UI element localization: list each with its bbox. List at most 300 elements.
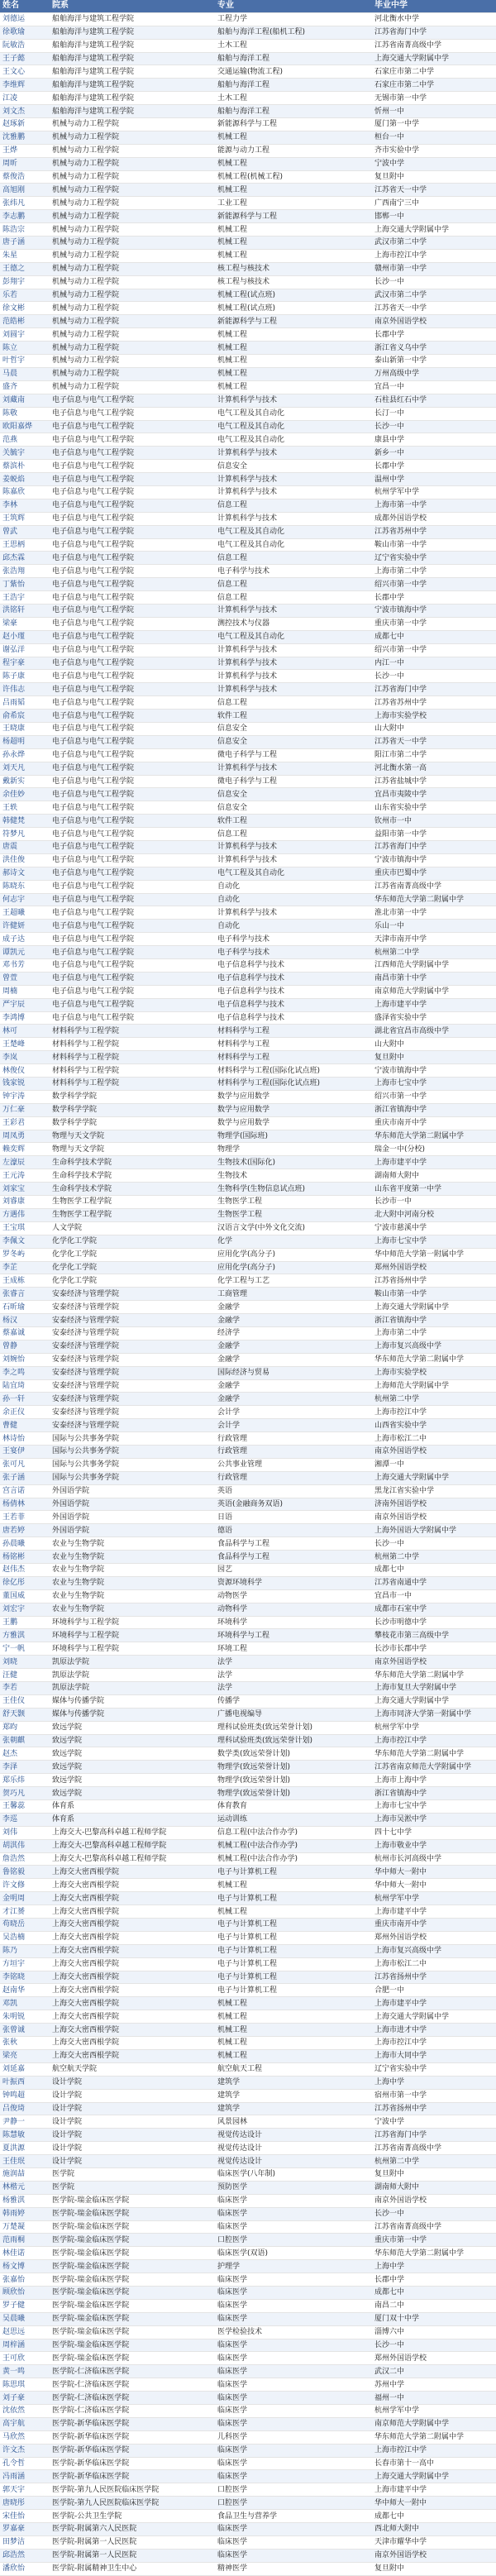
cell-major: 信息工程 xyxy=(215,552,372,565)
cell-name: 王楚峰 xyxy=(0,1038,50,1051)
cell-major: 电子与计算机工程 xyxy=(215,1971,372,1984)
cell-major: 计算机科学与技术 xyxy=(215,906,372,920)
cell-major: 材料科学与工程 xyxy=(215,1025,372,1038)
cell-major: 生物医学工程 xyxy=(215,1196,372,1209)
cell-name: 潘欣怡 xyxy=(0,2562,50,2575)
cell-school: 黑龙江省实验中学 xyxy=(372,1484,496,1498)
table-row xyxy=(0,2155,496,2168)
cell-dept: 医学院-瑞金临床医学院 xyxy=(50,2286,215,2299)
cell-school: 浙江省镇海中学 xyxy=(372,1103,496,1116)
cell-school: 江苏省天一中学 xyxy=(372,302,496,315)
table-row xyxy=(0,2312,496,2325)
cell-school: 江苏省天一中学 xyxy=(372,184,496,197)
cell-dept: 电子信息与电气工程学院 xyxy=(50,683,215,696)
cell-major: 电气工程及其自动化 xyxy=(215,420,372,433)
cell-name: 王文心 xyxy=(0,65,50,79)
cell-name: 孙晨曦 xyxy=(0,1537,50,1551)
cell-school: 上海市七宝中学 xyxy=(372,1800,496,1814)
cell-dept: 凯原法学院 xyxy=(50,1669,215,1682)
table-row xyxy=(0,853,496,867)
cell-school: 长郡中学 xyxy=(372,591,496,605)
cell-name: 贺巧凡 xyxy=(0,1787,50,1800)
table-row xyxy=(0,1734,496,1747)
cell-major: 电子与计算机工程 xyxy=(215,1944,372,1957)
cell-major: 计算机科学与技术 xyxy=(215,447,372,460)
cell-major: 建筑学 xyxy=(215,2102,372,2115)
table-row xyxy=(0,1642,496,1656)
table-row xyxy=(0,683,496,696)
cell-major: 信息工程 xyxy=(215,578,372,591)
cell-dept: 生物医学工程学院 xyxy=(50,1196,215,1209)
table-row xyxy=(0,1025,496,1038)
cell-school: 苏州中学 xyxy=(372,2378,496,2392)
cell-major: 计算机科学与技术 xyxy=(215,841,372,854)
cell-name: 杨铭彬 xyxy=(0,1551,50,1564)
cell-major: 机械工程(试点班) xyxy=(215,302,372,315)
cell-school: 湖南师大附中 xyxy=(372,2181,496,2194)
table-row xyxy=(0,2457,496,2470)
cell-dept: 农业与生物学院 xyxy=(50,1603,215,1616)
cell-name: 李维辉 xyxy=(0,79,50,92)
table-row xyxy=(0,512,496,525)
cell-major: 环境科学 xyxy=(215,1616,372,1629)
cell-major: 临床医学 xyxy=(215,2549,372,2562)
cell-school: 华东师范大学第二附属中学 xyxy=(372,1130,496,1143)
table-row xyxy=(0,1682,496,1695)
cell-name: 吴晨曦 xyxy=(0,2312,50,2325)
cell-major: 计算机科学与技术 xyxy=(215,473,372,486)
cell-dept: 电子信息与电气工程学院 xyxy=(50,906,215,920)
cell-name: 陈思琪 xyxy=(0,2378,50,2392)
cell-dept: 医学院-新华临床医学院 xyxy=(50,2457,215,2470)
cell-school: 华东师范大学第二附属中学 xyxy=(372,1747,496,1761)
table-row xyxy=(0,2404,496,2417)
cell-dept: 电子信息与电气工程学院 xyxy=(50,762,215,775)
cell-dept: 电子信息与电气工程学院 xyxy=(50,433,215,447)
cell-major: 计算机科学与技术 xyxy=(215,657,372,670)
table-row xyxy=(0,1879,496,1892)
cell-school: 泰山新第一中学 xyxy=(372,355,496,368)
table-row xyxy=(0,407,496,420)
cell-name: 王子懿 xyxy=(0,52,50,65)
cell-major: 电子信息科学与技术 xyxy=(215,972,372,985)
cell-major: 机械工程(机械工程) xyxy=(215,170,372,184)
cell-name: 高宇航 xyxy=(0,2417,50,2430)
cell-name: 刘子豪 xyxy=(0,2392,50,2405)
cell-dept: 化学化工学院 xyxy=(50,1248,215,1261)
cell-major: 建筑学 xyxy=(215,2089,372,2102)
table-row xyxy=(0,1551,496,1564)
cell-major: 化学工程与工艺 xyxy=(215,1274,372,1288)
cell-major: 信息工程 xyxy=(215,696,372,710)
cell-name: 杨汉 xyxy=(0,1314,50,1327)
cell-major: 口腔医学 xyxy=(215,2483,372,2497)
cell-major: 机械工程 xyxy=(215,157,372,170)
cell-dept: 医学院-瑞金临床医学院 xyxy=(50,2339,215,2352)
cell-school: 杭州第二中学 xyxy=(372,1551,496,1564)
cell-major: 电气工程及其自动化 xyxy=(215,538,372,552)
cell-major: 金融学 xyxy=(215,1314,372,1327)
cell-school: 河北衡水中学 xyxy=(372,12,496,26)
table-row xyxy=(0,2181,496,2194)
cell-major: 计算机科学与技术 xyxy=(215,604,372,617)
table-row xyxy=(0,1051,496,1064)
cell-dept: 电子信息与电气工程学院 xyxy=(50,604,215,617)
cell-major: 材料科学与工程(国际化试点班) xyxy=(215,1078,372,1091)
cell-school: 江苏省南京师范大学附属中学 xyxy=(372,1761,496,1774)
cell-school: 江苏省海门中学 xyxy=(372,26,496,39)
table-row xyxy=(0,1866,496,1879)
cell-major: 临床医学 xyxy=(215,2207,372,2220)
cell-major: 信息安全 xyxy=(215,722,372,735)
cell-school: 绍兴市第一中学 xyxy=(372,578,496,591)
cell-name: 王成栋 xyxy=(0,1274,50,1288)
cell-major: 工程力学 xyxy=(215,12,372,26)
cell-dept: 上海交大密西根学院 xyxy=(50,1919,215,1932)
table-row xyxy=(0,1326,496,1340)
cell-name: 叶哲宇 xyxy=(0,355,50,368)
cell-major: 数学与应用数学 xyxy=(215,1116,372,1130)
cell-school: 山东省平度第一中学 xyxy=(372,1183,496,1196)
table-row xyxy=(0,880,496,893)
cell-name: 谭凯元 xyxy=(0,946,50,959)
table-row xyxy=(0,1103,496,1116)
cell-major: 环境工程 xyxy=(215,1642,372,1656)
cell-school: 上海交通大学附属中学 xyxy=(372,2470,496,2483)
table-row xyxy=(0,867,496,880)
cell-dept: 体育系 xyxy=(50,1800,215,1814)
cell-school: 江苏省南菁高级中学 xyxy=(372,2220,496,2234)
cell-school: 成都七中 xyxy=(372,2510,496,2523)
table-row xyxy=(0,2365,496,2378)
cell-school: 上海市建平中学 xyxy=(372,1156,496,1169)
table-row xyxy=(0,670,496,683)
cell-major: 口腔医学 xyxy=(215,2497,372,2510)
cell-dept: 医学院-仁济临床医学院 xyxy=(50,2378,215,2392)
cell-major: 航空航天工程 xyxy=(215,2062,372,2076)
cell-school: 厦门第一中学 xyxy=(372,118,496,131)
cell-school: 江苏省苏州中学 xyxy=(372,696,496,710)
cell-school: 四十七中学 xyxy=(372,1826,496,1839)
table-row xyxy=(0,1563,496,1576)
cell-major: 信息工程 xyxy=(215,828,372,841)
cell-dept: 化学化工学院 xyxy=(50,1274,215,1288)
cell-major: 信息工程(中法合作办学) xyxy=(215,1826,372,1839)
cell-school: 长春市第十一高中 xyxy=(372,2457,496,2470)
header-row xyxy=(0,0,496,12)
cell-name: 刘文杰 xyxy=(0,105,50,118)
cell-dept: 医学院-瑞金临床医学院 xyxy=(50,2299,215,2312)
cell-major: 计算机科学与技术 xyxy=(215,512,372,525)
cell-major: 园艺 xyxy=(215,1563,372,1576)
table-row xyxy=(0,2024,496,2037)
cell-major: 新能源科学与工程 xyxy=(215,210,372,223)
table-row xyxy=(0,249,496,262)
cell-major: 动物科学 xyxy=(215,1603,372,1616)
cell-name: 赵思远 xyxy=(0,2325,50,2339)
cell-major: 会计学 xyxy=(215,1419,372,1432)
cell-major: 护理学 xyxy=(215,2260,372,2273)
cell-major: 临床医学 xyxy=(215,2365,372,2378)
cell-dept: 电子信息与电气工程学院 xyxy=(50,407,215,420)
cell-school: 山东省实验中学 xyxy=(372,801,496,815)
cell-major: 计算机科学与技术 xyxy=(215,394,372,407)
cell-name: 蔡嘉诚 xyxy=(0,1326,50,1340)
table-row xyxy=(0,79,496,92)
cell-dept: 上海交大密西根学院 xyxy=(50,1997,215,2010)
table-row xyxy=(0,604,496,617)
table-row xyxy=(0,1183,496,1196)
cell-name: 周楠 xyxy=(0,985,50,998)
cell-name: 许健妍 xyxy=(0,920,50,933)
cell-school: 浙江省镇海中学 xyxy=(372,1787,496,1800)
cell-name: 乐若 xyxy=(0,289,50,302)
cell-name: 曹健 xyxy=(0,1419,50,1432)
table-row xyxy=(0,841,496,854)
cell-school: 长郡中学 xyxy=(372,460,496,473)
cell-dept: 设计学院 xyxy=(50,2076,215,2089)
table-row xyxy=(0,1196,496,1209)
cell-dept: 国际与公共事务学院 xyxy=(50,1445,215,1458)
cell-dept: 上海交大-巴黎高科卓越工程师学院 xyxy=(50,1852,215,1866)
cell-school: 长郡中学 xyxy=(372,328,496,342)
cell-school: 宁波中学 xyxy=(372,2115,496,2129)
cell-major: 理科试验班类(致远荣誉计划) xyxy=(215,1734,372,1747)
cell-dept: 船舶海洋与建筑工程学院 xyxy=(50,65,215,79)
cell-name: 詹浩然 xyxy=(0,1852,50,1866)
cell-school: 攀枝花市第三高级中学 xyxy=(372,1629,496,1642)
cell-major: 船舶与海洋工程(船机工程) xyxy=(215,26,372,39)
cell-school: 南京师范大学附属中学 xyxy=(372,985,496,998)
cell-school: 长沙市明德中学 xyxy=(372,1616,496,1629)
cell-name: 朱星 xyxy=(0,249,50,262)
cell-school: 复旦附中 xyxy=(372,2562,496,2575)
table-row xyxy=(0,1156,496,1169)
table-row xyxy=(0,105,496,118)
table-row xyxy=(0,1116,496,1130)
cell-dept: 电子信息与电气工程学院 xyxy=(50,985,215,998)
cell-dept: 电子信息与电气工程学院 xyxy=(50,394,215,407)
cell-name: 孙永烨 xyxy=(0,748,50,762)
cell-school: 湘潭一中 xyxy=(372,1458,496,1471)
cell-dept: 上海交大密西根学院 xyxy=(50,2024,215,2037)
cell-major: 金融学 xyxy=(215,1379,372,1393)
cell-school: 江苏省南菁高级中学 xyxy=(372,39,496,52)
cell-school: 上海市控江中学 xyxy=(372,1734,496,1747)
cell-major: 机械工程 xyxy=(215,2037,372,2050)
cell-major: 机械工程 xyxy=(215,249,372,262)
cell-name: 王馨蕊 xyxy=(0,1800,50,1814)
cell-school: 上海市同济大学第一附属中学 xyxy=(372,1708,496,1721)
table-row xyxy=(0,748,496,762)
cell-name: 高旭刚 xyxy=(0,184,50,197)
cell-name: 张浩翔 xyxy=(0,565,50,578)
cell-major: 临床医学 xyxy=(215,2273,372,2287)
cell-name: 许伟志 xyxy=(0,683,50,696)
cell-school: 上海师范大学附属中学 xyxy=(372,1379,496,1393)
cell-name: 陈乃 xyxy=(0,1944,50,1957)
cell-name: 张朝麒 xyxy=(0,1734,50,1747)
cell-school: 上海市第一中学 xyxy=(372,499,496,512)
cell-school: 北大附中河南分校 xyxy=(372,1208,496,1221)
cell-major: 机械工程 xyxy=(215,2024,372,2037)
cell-dept: 安泰经济与管理学院 xyxy=(50,1353,215,1366)
table-row xyxy=(0,1576,496,1589)
cell-major: 机械工程 xyxy=(215,380,372,394)
cell-name: 王佳珉 xyxy=(0,2155,50,2168)
table-row xyxy=(0,1393,496,1406)
cell-dept: 媒体与传播学院 xyxy=(50,1694,215,1708)
table-row xyxy=(0,1221,496,1235)
cell-school: 长沙一中 xyxy=(372,1537,496,1551)
table-row xyxy=(0,1011,496,1025)
cell-school: 宁波市镇海中学 xyxy=(372,1064,496,1078)
cell-school: 江苏省海门中学 xyxy=(372,841,496,854)
cell-school: 上海市建平中学 xyxy=(372,1997,496,2010)
cell-dept: 电子信息与电气工程学院 xyxy=(50,473,215,486)
table-row xyxy=(0,2286,496,2299)
cell-major: 临床医学 xyxy=(215,2404,372,2417)
cell-name: 赖奕辉 xyxy=(0,1143,50,1156)
cell-dept: 电子信息与电气工程学院 xyxy=(50,828,215,841)
table-row xyxy=(0,1445,496,1458)
cell-dept: 上海交大密西根学院 xyxy=(50,2037,215,2050)
cell-name: 刘睿康 xyxy=(0,1196,50,1209)
cell-school: 江苏省南通中学 xyxy=(372,1576,496,1589)
cell-name: 林楷元 xyxy=(0,2181,50,2194)
table-row xyxy=(0,433,496,447)
cell-school: 宁波市镇海中学 xyxy=(372,853,496,867)
table-row xyxy=(0,2352,496,2365)
cell-major: 材料科学与工程(国际化试点班) xyxy=(215,1064,372,1078)
cell-name: 许文杰 xyxy=(0,2444,50,2457)
cell-name: 盛齐 xyxy=(0,380,50,394)
cell-name: 王筑辉 xyxy=(0,512,50,525)
cell-name: 宋佳怡 xyxy=(0,2510,50,2523)
cell-dept: 医学院-新华临床医学院 xyxy=(50,2417,215,2430)
table-row xyxy=(0,157,496,170)
cell-dept: 电子信息与电气工程学院 xyxy=(50,565,215,578)
cell-major: 金融学 xyxy=(215,1301,372,1314)
cell-dept: 化学化工学院 xyxy=(50,1261,215,1274)
cell-dept: 环境科学与工程学院 xyxy=(50,1629,215,1642)
cell-name: 周昕 xyxy=(0,157,50,170)
cell-dept: 电子信息与电气工程学院 xyxy=(50,933,215,946)
cell-major: 电气工程及其自动化 xyxy=(215,433,372,447)
table-row xyxy=(0,2049,496,2062)
cell-major: 生物技术 xyxy=(215,1169,372,1183)
table-row xyxy=(0,1971,496,1984)
cell-school: 天津市耀华中学 xyxy=(372,2535,496,2549)
cell-major: 机械工程 xyxy=(215,355,372,368)
table-row xyxy=(0,302,496,315)
cell-major: 物理学(国际班) xyxy=(215,1130,372,1143)
table-row xyxy=(0,2194,496,2207)
table-row xyxy=(0,144,496,157)
cell-school: 万州高级中学 xyxy=(372,367,496,380)
cell-dept: 医学院-瑞金临床医学院 xyxy=(50,2273,215,2287)
cell-dept: 电子信息与电气工程学院 xyxy=(50,710,215,723)
cell-school: 上海中学 xyxy=(372,2076,496,2089)
cell-name: 刘圆宇 xyxy=(0,328,50,342)
cell-name: 张子涵 xyxy=(0,1471,50,1484)
table-row xyxy=(0,2076,496,2089)
cell-school: 杭州学军中学 xyxy=(372,1892,496,1905)
table-row xyxy=(0,52,496,65)
cell-dept: 医学院-瑞金临床医学院 xyxy=(50,2352,215,2365)
table-row xyxy=(0,538,496,552)
cell-name: 梁亮 xyxy=(0,2049,50,2062)
cell-school: 南昌二中 xyxy=(372,2299,496,2312)
cell-major: 机械工程 xyxy=(215,237,372,250)
cell-name: 王若菲 xyxy=(0,1511,50,1524)
cell-dept: 上海交大密西根学院 xyxy=(50,1984,215,1997)
cell-major: 机械工程 xyxy=(215,367,372,380)
cell-school: 福州一中 xyxy=(372,2392,496,2405)
cell-dept: 电子信息与电气工程学院 xyxy=(50,657,215,670)
cell-name: 邓书芳 xyxy=(0,959,50,973)
cell-name: 成子达 xyxy=(0,933,50,946)
cell-name: 夏洪源 xyxy=(0,2142,50,2155)
cell-major: 机械工程 xyxy=(215,184,372,197)
cell-school: 杭州学军中学 xyxy=(372,1721,496,1734)
cell-school: 济南外国语学校 xyxy=(372,1498,496,1511)
cell-name: 陈子康 xyxy=(0,670,50,683)
table-row xyxy=(0,578,496,591)
table-row xyxy=(0,92,496,105)
cell-name: 徐歌瑜 xyxy=(0,26,50,39)
cell-dept: 医学院-瑞金临床医学院 xyxy=(50,2194,215,2207)
cell-name: 王超曦 xyxy=(0,906,50,920)
cell-school: 成都七中 xyxy=(372,1563,496,1576)
table-row xyxy=(0,39,496,52)
table-row xyxy=(0,460,496,473)
table-row xyxy=(0,355,496,368)
table-row xyxy=(0,1813,496,1826)
table-row xyxy=(0,2510,496,2523)
cell-dept: 上海交大密西根学院 xyxy=(50,1892,215,1905)
cell-dept: 机械与动力工程学院 xyxy=(50,342,215,355)
cell-dept: 医学院-新华临床医学院 xyxy=(50,2470,215,2483)
table-row xyxy=(0,1957,496,1971)
cell-school: 江苏省苏州中学 xyxy=(372,525,496,538)
table-row xyxy=(0,1235,496,1248)
cell-school: 山大附中 xyxy=(372,1038,496,1051)
cell-name: 石昕瑜 xyxy=(0,1301,50,1314)
cell-dept: 致远学院 xyxy=(50,1774,215,1787)
cell-major: 金融学 xyxy=(215,1340,372,1353)
cell-school: 武汉二中 xyxy=(372,2365,496,2378)
cell-name: 汪健 xyxy=(0,1669,50,1682)
cell-school: 南京外国语学校 xyxy=(372,2549,496,2562)
cell-school: 河北衡水第一高 xyxy=(372,762,496,775)
table-row xyxy=(0,2325,496,2339)
cell-major: 计算机科学与技术 xyxy=(215,683,372,696)
cell-name: 林诗怡 xyxy=(0,1432,50,1446)
cell-name: 范皓彬 xyxy=(0,315,50,328)
cell-dept: 外国语学院 xyxy=(50,1498,215,1511)
cell-dept: 机械与动力工程学院 xyxy=(50,223,215,237)
cell-major: 运动训练 xyxy=(215,1813,372,1826)
cell-major: 金融学 xyxy=(215,1393,372,1406)
cell-dept: 医学院-新华临床医学院 xyxy=(50,2444,215,2457)
cell-major: 资源环境科学 xyxy=(215,1576,372,1589)
cell-dept: 医学院-瑞金临床医学院 xyxy=(50,2220,215,2234)
cell-name: 左濠辰 xyxy=(0,1156,50,1169)
cell-dept: 医学院-附属第一人民医院 xyxy=(50,2549,215,2562)
table-row xyxy=(0,1774,496,1787)
table-row xyxy=(0,998,496,1011)
